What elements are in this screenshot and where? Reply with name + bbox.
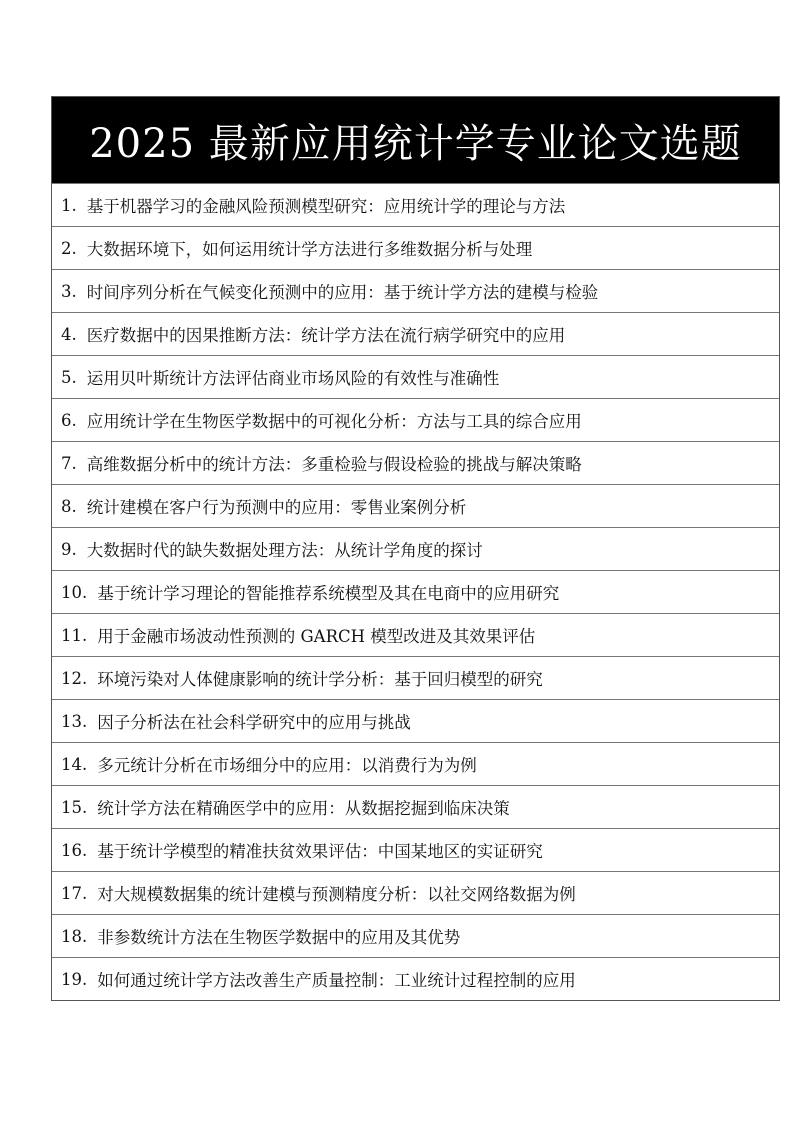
topic-row — [52, 613, 779, 656]
topic-text: 多元统计分析在市场细分中的应用：以消费行为为例 — [97, 756, 477, 775]
topic-number: 19. — [61, 969, 88, 989]
topic-number: 6. — [61, 410, 77, 430]
topic-number: 7. — [61, 453, 77, 473]
topic-text: 基于机器学习的金融风险预测模型研究：应用统计学的理论与方法 — [86, 197, 566, 216]
topic-row — [52, 484, 779, 527]
topic-text: 非参数统计方法在生物医学数据中的应用及其优势 — [97, 928, 461, 947]
topic-row — [52, 742, 779, 785]
topic-number: 16. — [61, 840, 88, 860]
topic-row — [52, 226, 779, 269]
topic-text: 基于统计学模型的精准扶贫效果评估：中国某地区的实证研究 — [97, 842, 543, 861]
topic-text: 大数据环境下，如何运用统计学方法进行多维数据分析与处理 — [86, 240, 533, 259]
topic-number: 3. — [61, 281, 77, 301]
topic-text: 大数据时代的缺失数据处理方法：从统计学角度的探讨 — [86, 541, 483, 560]
topic-number: 18. — [61, 926, 88, 946]
topic-number: 15. — [61, 797, 88, 817]
topic-row — [52, 570, 779, 613]
topic-number: 11. — [61, 625, 88, 645]
topics-table — [51, 96, 780, 1001]
topic-row — [52, 828, 779, 871]
topic-number: 14. — [61, 754, 88, 774]
topic-text: 对大规模数据集的统计建模与预测精度分析：以社交网络数据为例 — [97, 885, 576, 904]
topic-text: 如何通过统计学方法改善生产质量控制：工业统计过程控制的应用 — [97, 971, 576, 990]
topic-row — [52, 699, 779, 742]
topic-text: 统计学方法在精确医学中的应用：从数据挖掘到临床决策 — [97, 799, 510, 818]
topic-text: 医疗数据中的因果推断方法：统计学方法在流行病学研究中的应用 — [86, 326, 566, 345]
topic-list — [52, 183, 779, 1000]
topic-row — [52, 656, 779, 699]
topic-text: 环境污染对人体健康影响的统计学分析：基于回归模型的研究 — [97, 670, 543, 689]
topic-text: 基于统计学习理论的智能推荐系统模型及其在电商中的应用研究 — [97, 584, 560, 603]
page-title: 2025 最新应用统计学专业论文选题 — [52, 97, 779, 183]
topic-number: 17. — [61, 883, 88, 903]
topic-row — [52, 398, 779, 441]
topic-text: 高维数据分析中的统计方法：多重检验与假设检验的挑战与解决策略 — [86, 455, 582, 474]
topic-row — [52, 871, 779, 914]
topic-number: 1. — [61, 195, 77, 215]
topic-row — [52, 355, 779, 398]
topic-number: 4. — [61, 324, 77, 344]
topic-number: 5. — [61, 367, 77, 387]
topic-text: 因子分析法在社会科学研究中的应用与挑战 — [97, 713, 411, 732]
topic-row — [52, 957, 779, 1000]
topic-row — [52, 312, 779, 355]
topic-row — [52, 269, 779, 312]
topic-number: 8. — [61, 496, 77, 516]
topic-text: 统计建模在客户行为预测中的应用：零售业案例分析 — [86, 498, 467, 517]
topic-row — [52, 785, 779, 828]
topic-number: 2. — [61, 238, 77, 258]
topic-number: 13. — [61, 711, 88, 731]
topic-text: 用于金融市场波动性预测的 GARCH 模型改进及其效果评估 — [97, 627, 536, 646]
topic-row — [52, 914, 779, 957]
topic-text: 运用贝叶斯统计方法评估商业市场风险的有效性与准确性 — [86, 369, 500, 388]
topic-text: 应用统计学在生物医学数据中的可视化分析：方法与工具的综合应用 — [86, 412, 582, 431]
topic-row — [52, 527, 779, 570]
topic-row — [52, 183, 779, 226]
topic-number: 9. — [61, 539, 77, 559]
topic-text: 时间序列分析在气候变化预测中的应用：基于统计学方法的建模与检验 — [86, 283, 599, 302]
topic-number: 12. — [61, 668, 88, 688]
topic-row — [52, 441, 779, 484]
topic-number: 10. — [61, 582, 88, 602]
